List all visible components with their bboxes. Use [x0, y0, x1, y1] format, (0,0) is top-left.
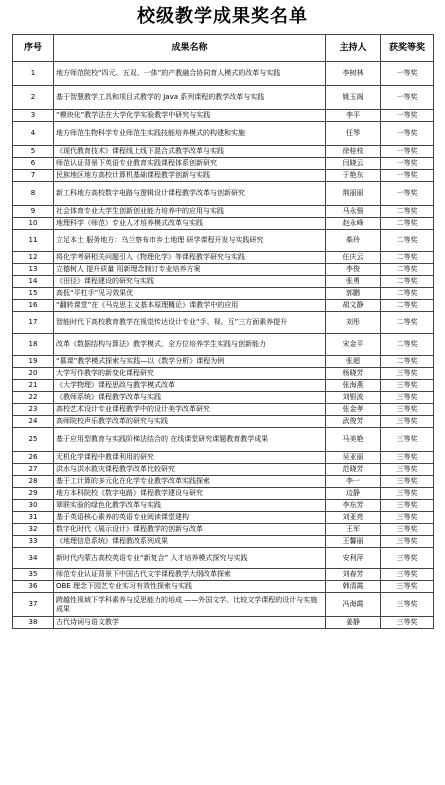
- cell-name: 师范专业认证背景下中国古代文学课程教学大纲改革探索: [54, 569, 326, 581]
- table-row: [13, 146, 434, 158]
- cell-award: 三等奖: [381, 464, 434, 476]
- cell-name: 翠联实验的绿色化教学改革与实践: [54, 500, 326, 512]
- cell-host: 任庆云: [326, 252, 381, 264]
- cell-name: 基于工计算的多元化在化学专业教学改革实践探索: [54, 476, 326, 488]
- award-table: [12, 34, 434, 629]
- cell-host: 姜静: [326, 617, 381, 629]
- cell-no: 27: [13, 464, 54, 476]
- cell-no: 12: [13, 252, 54, 264]
- table-row: [13, 230, 434, 252]
- cell-no: 37: [13, 593, 54, 617]
- cell-host: 边静: [326, 488, 381, 500]
- cell-name: 《田径》课程建设的研究与实践: [54, 276, 326, 288]
- cell-host: 张超: [326, 356, 381, 368]
- cell-award: 二等奖: [381, 334, 434, 356]
- cell-host: 王馨丽: [326, 536, 381, 548]
- cell-award: 二等奖: [381, 356, 434, 368]
- cell-no: 19: [13, 356, 54, 368]
- cell-award: 二等奖: [381, 276, 434, 288]
- cell-no: 13: [13, 264, 54, 276]
- cell-no: 24: [13, 416, 54, 428]
- cell-name: 《现代教育技术》课程线上线下混合式教学改革与实践: [54, 146, 326, 158]
- table-row: [13, 593, 434, 617]
- cell-name: 立足本土 服务地方：乌兰察布市乡土地理 研学课程开发与实践研究: [54, 230, 326, 252]
- cell-host: 张海燕: [326, 380, 381, 392]
- cell-host: 郭鹏: [326, 288, 381, 300]
- cell-no: 3: [13, 110, 54, 122]
- table-row: [13, 452, 434, 464]
- table-row: [13, 500, 434, 512]
- table-row: [13, 252, 434, 264]
- cell-award: 一等奖: [381, 182, 434, 206]
- table-row: [13, 62, 434, 86]
- table-row: [13, 264, 434, 276]
- cell-award: 一等奖: [381, 170, 434, 182]
- cell-host: 武俊芳: [326, 416, 381, 428]
- table-body: [13, 62, 434, 629]
- cell-award: 二等奖: [381, 218, 434, 230]
- cell-host: 安利萍: [326, 548, 381, 569]
- table-row: [13, 368, 434, 380]
- cell-award: 二等奖: [381, 206, 434, 218]
- cell-name: 大学写作教学的新变化课程研究: [54, 368, 326, 380]
- cell-host: 闫晓云: [326, 158, 381, 170]
- cell-name: “慕课”教学模式探索与实践—以《数学分析》课程为例: [54, 356, 326, 368]
- cell-no: 4: [13, 122, 54, 146]
- table-row: [13, 206, 434, 218]
- cell-no: 18: [13, 334, 54, 356]
- cell-name: 地方师范生物科学专业师范生实践技能培养模式的构建和实施: [54, 122, 326, 146]
- cell-name: 高师院校声乐教学改革的研究与实践: [54, 416, 326, 428]
- cell-award: 三等奖: [381, 569, 434, 581]
- cell-name: 《大学物理》课程思政与教学模式改革: [54, 380, 326, 392]
- table-row: [13, 536, 434, 548]
- cell-host: 刘亚亮: [326, 512, 381, 524]
- cell-host: 宋金平: [326, 334, 381, 356]
- cell-name: 立德树人 提升质量 用新理念制订专业培养方案: [54, 264, 326, 276]
- cell-no: 11: [13, 230, 54, 252]
- table-row: [13, 300, 434, 312]
- cell-award: 三等奖: [381, 404, 434, 416]
- cell-no: 38: [13, 617, 54, 629]
- cell-no: 2: [13, 86, 54, 110]
- cell-name: 改革《数据结构与算法》教学模式，全方位培养学生实践与创新能力: [54, 334, 326, 356]
- cell-host: 李俊: [326, 264, 381, 276]
- cell-award: 三等奖: [381, 416, 434, 428]
- cell-award: 一等奖: [381, 86, 434, 110]
- cell-host: 于艳东: [326, 170, 381, 182]
- cell-name: 数字化时代《展示设计》课程教学的创新与改革: [54, 524, 326, 536]
- cell-host: 胡文静: [326, 300, 381, 312]
- cell-award: 一等奖: [381, 110, 434, 122]
- table-row: [13, 548, 434, 569]
- cell-no: 1: [13, 62, 54, 86]
- cell-no: 31: [13, 512, 54, 524]
- table-row: [13, 404, 434, 416]
- cell-no: 28: [13, 476, 54, 488]
- cell-name: 跨越性视域下学科素养与反思能力的培成 ——外国文学、比较文学课程的设计与实施成果: [54, 593, 326, 617]
- cell-name: 地理科学（师范）专业人才培养模式改革与实践: [54, 218, 326, 230]
- cell-award: 三等奖: [381, 548, 434, 569]
- cell-name: 基于智慧教学工具和项目式教学的 Java 系列课程的教学改革与实践: [54, 86, 326, 110]
- cell-name: OBE 理念下园艺专业实习有效性探索与实践: [54, 581, 326, 593]
- cell-name: 洪水与洪水救灾课程教学改革比较研究: [54, 464, 326, 476]
- cell-award: 一等奖: [381, 62, 434, 86]
- cell-name: 基于应用型教育与实践阶梯法结合的 在线课堂研究课题教育教学成果: [54, 428, 326, 452]
- cell-name: 民族地区地方高校计算机基础课程教学创新与实践: [54, 170, 326, 182]
- cell-no: 9: [13, 206, 54, 218]
- cell-host: 李树林: [326, 62, 381, 86]
- cell-award: 三等奖: [381, 581, 434, 593]
- table-row: [13, 392, 434, 404]
- cell-no: 32: [13, 524, 54, 536]
- cell-no: 8: [13, 182, 54, 206]
- cell-host: 柴玲: [326, 230, 381, 252]
- cell-name: “模块化”教学法在大学化学实验教学中研究与实践: [54, 110, 326, 122]
- cell-name: 师范认证背景下英语专业教育实践课程体系创新研究: [54, 158, 326, 170]
- cell-host: 范晓芳: [326, 464, 381, 476]
- cell-name: 无机化学课程中教课利用的研究: [54, 452, 326, 464]
- header-name: 成果名称: [54, 35, 326, 62]
- cell-no: 26: [13, 452, 54, 464]
- cell-host: 姚玉阁: [326, 86, 381, 110]
- cell-no: 33: [13, 536, 54, 548]
- cell-host: 刘彤: [326, 312, 381, 334]
- cell-no: 20: [13, 368, 54, 380]
- cell-award: 一等奖: [381, 158, 434, 170]
- cell-award: 三等奖: [381, 500, 434, 512]
- table-row: [13, 524, 434, 536]
- table-row: [13, 581, 434, 593]
- cell-award: 三等奖: [381, 452, 434, 464]
- cell-no: 22: [13, 392, 54, 404]
- cell-name: 《教师系统》课程教学改革与实践: [54, 392, 326, 404]
- cell-host: 刘春芳: [326, 569, 381, 581]
- cell-award: 三等奖: [381, 380, 434, 392]
- cell-award: 三等奖: [381, 368, 434, 380]
- cell-award: 三等奖: [381, 476, 434, 488]
- cell-name: 新工科地方高校数字电路与逻辑设计课程教学改革与创新研究: [54, 182, 326, 206]
- cell-award: 三等奖: [381, 512, 434, 524]
- cell-no: 5: [13, 146, 54, 158]
- table-row: [13, 416, 434, 428]
- cell-host: 吴亚丽: [326, 452, 381, 464]
- cell-award: 三等奖: [381, 428, 434, 452]
- table-row: [13, 170, 434, 182]
- cell-name: 高低“平杠手”见习效果优: [54, 288, 326, 300]
- table-row: [13, 476, 434, 488]
- cell-no: 6: [13, 158, 54, 170]
- cell-host: 赵永峰: [326, 218, 381, 230]
- table-row: [13, 380, 434, 392]
- table-row: [13, 512, 434, 524]
- cell-no: 25: [13, 428, 54, 452]
- cell-name: 新时代内蒙古高校英语专业“新复合” 人才培养模式探究与实践: [54, 548, 326, 569]
- table-row: [13, 356, 434, 368]
- cell-name: 基于英语核心素养的英语专业阅读课堂建构: [54, 512, 326, 524]
- cell-host: 王军: [326, 524, 381, 536]
- cell-award: 三等奖: [381, 617, 434, 629]
- cell-name: 古代诗词与语文教学: [54, 617, 326, 629]
- table-row: [13, 218, 434, 230]
- table-row: [13, 158, 434, 170]
- table-row: [13, 276, 434, 288]
- cell-host: 徐桂枝: [326, 146, 381, 158]
- header-host: 主持人: [326, 35, 381, 62]
- cell-award: 三等奖: [381, 392, 434, 404]
- cell-host: 张金孝: [326, 404, 381, 416]
- cell-award: 三等奖: [381, 524, 434, 536]
- header-award: 获奖等奖: [381, 35, 434, 62]
- cell-no: 36: [13, 581, 54, 593]
- page-title: 校级教学成果奖名单: [137, 6, 308, 27]
- cell-award: 三等奖: [381, 488, 434, 500]
- cell-no: 16: [13, 300, 54, 312]
- cell-award: 三等奖: [381, 536, 434, 548]
- cell-host: 马永强: [326, 206, 381, 218]
- table-row: [13, 334, 434, 356]
- cell-name: 地方本科院校《数字电路》课程教学建设与研究: [54, 488, 326, 500]
- cell-name: 社会体育专业大学生创新创业能力培养中的应用与实践: [54, 206, 326, 218]
- table-row: [13, 288, 434, 300]
- table-row: [13, 312, 434, 334]
- cell-host: 李平: [326, 110, 381, 122]
- cell-award: 二等奖: [381, 300, 434, 312]
- cell-no: 15: [13, 288, 54, 300]
- cell-name: 智能时代下高校教育教学在视觉传达设计专业“手、视、互”三方面素养提升: [54, 312, 326, 334]
- table-row: [13, 428, 434, 452]
- cell-name: 高校艺术设计专业课程教学中的设计美学改革研究: [54, 404, 326, 416]
- cell-award: 一等奖: [381, 122, 434, 146]
- cell-award: 二等奖: [381, 312, 434, 334]
- table-row: [13, 182, 434, 206]
- table-row: [13, 464, 434, 476]
- cell-award: 一等奖: [381, 146, 434, 158]
- cell-no: 30: [13, 500, 54, 512]
- table-row: [13, 110, 434, 122]
- cell-no: 23: [13, 404, 54, 416]
- table-row: [13, 86, 434, 110]
- cell-host: 李东芳: [326, 500, 381, 512]
- cell-no: 21: [13, 380, 54, 392]
- table-row: [13, 569, 434, 581]
- table-row: [13, 617, 434, 629]
- cell-no: 17: [13, 312, 54, 334]
- cell-name: “翻转课堂”在《马克思主义基本原理概论》课教学中的应用: [54, 300, 326, 312]
- cell-no: 29: [13, 488, 54, 500]
- cell-no: 14: [13, 276, 54, 288]
- cell-host: 任琴: [326, 122, 381, 146]
- table-row: [13, 122, 434, 146]
- cell-host: 张勇: [326, 276, 381, 288]
- cell-award: 二等奖: [381, 264, 434, 276]
- cell-award: 二等奖: [381, 252, 434, 264]
- cell-award: 二等奖: [381, 288, 434, 300]
- cell-host: 冯海霞: [326, 593, 381, 617]
- cell-no: 35: [13, 569, 54, 581]
- cell-no: 7: [13, 170, 54, 182]
- cell-award: 三等奖: [381, 593, 434, 617]
- cell-host: 韩清霞: [326, 581, 381, 593]
- cell-name: 将化学考研相关问题引入《物理化学》等课程教学研究与实践: [54, 252, 326, 264]
- cell-host: 荆丽丽: [326, 182, 381, 206]
- cell-host: 李一: [326, 476, 381, 488]
- cell-name: 地方师范院校“四元、五双、一体”的产教融合协同育人模式的改革与实践: [54, 62, 326, 86]
- table-row: [13, 488, 434, 500]
- cell-award: 二等奖: [381, 230, 434, 252]
- cell-host: 刘银波: [326, 392, 381, 404]
- table-header-row: [13, 35, 434, 62]
- header-no: 序号: [13, 35, 54, 62]
- cell-name: 《地理信息系统》课程教改系列成果: [54, 536, 326, 548]
- cell-host: 杨晓芳: [326, 368, 381, 380]
- cell-no: 10: [13, 218, 54, 230]
- cell-no: 34: [13, 548, 54, 569]
- cell-host: 马美艳: [326, 428, 381, 452]
